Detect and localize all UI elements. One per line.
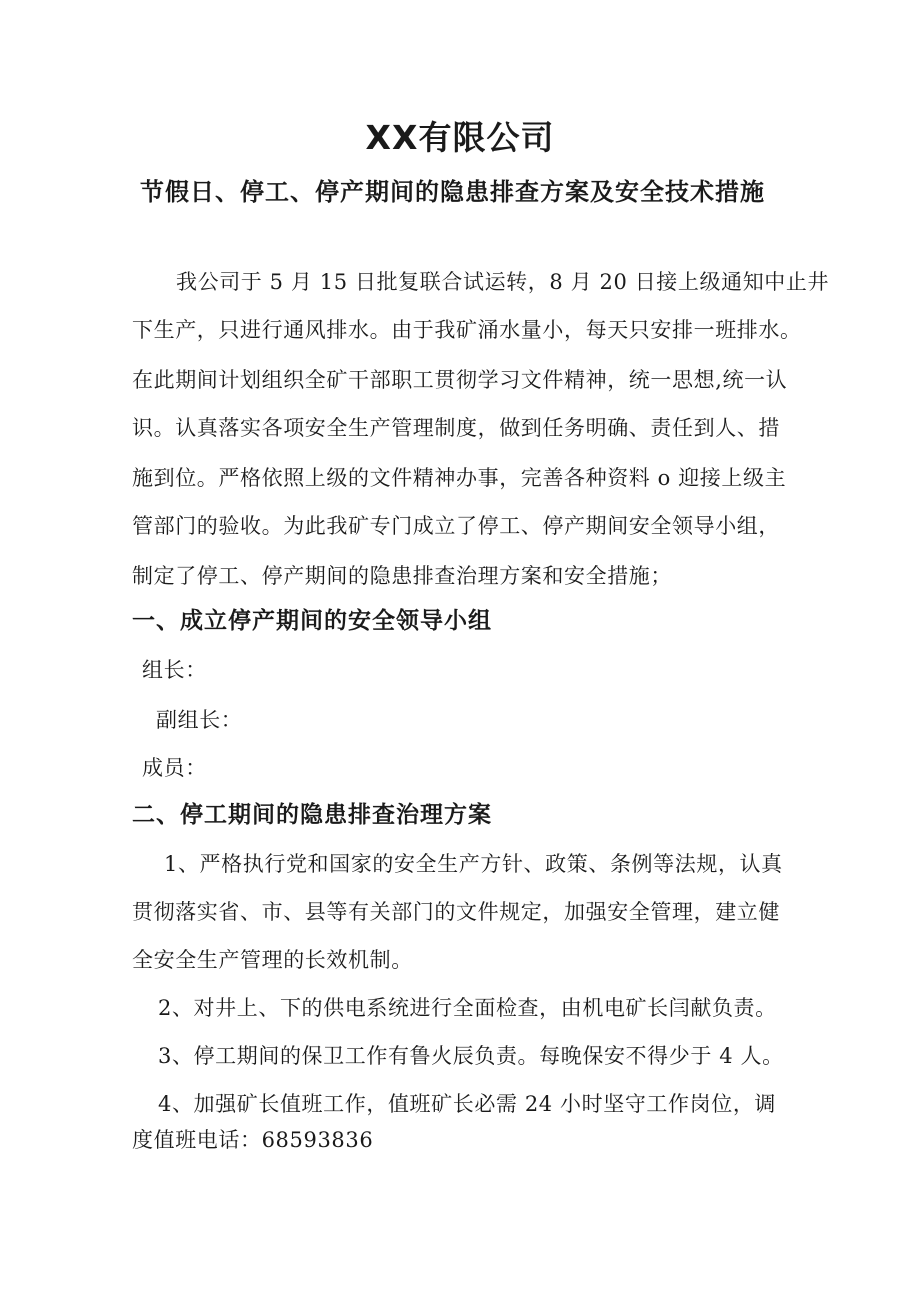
item-3: 3、停工期间的保卫工作有鲁火辰负责。每晚保安不得少于 4 人。 xyxy=(158,1044,784,1068)
document-subtitle: 节假日、停工、停产期间的隐患排查方案及安全技术措施 xyxy=(140,177,765,206)
deputy-leader-label: 副组长： xyxy=(156,708,243,732)
title-rest: 有限公司 xyxy=(418,118,555,157)
item1-line: 贯彻落实省、市、县等有关部门的文件规定，加强安全管理，建立健 xyxy=(132,900,780,924)
item4-line: 度值班电话：68593836 xyxy=(132,1128,374,1152)
document-title xyxy=(0,118,920,158)
item4-line: 4、加强矿长值班工作，值班矿长必需 24 小时坚守工作岗位，调 xyxy=(158,1092,777,1116)
section1-heading: 一、成立停产期间的安全领导小组 xyxy=(132,607,492,634)
intro-line: 识。认真落实各项安全生产管理制度，做到任务明确、责任到人、措 xyxy=(132,416,780,440)
intro-line: 施到位。严格依照上级的文件精神办事，完善各种资料 o 迎接上级主 xyxy=(132,466,787,490)
section2-heading: 二、停工期间的隐患排查治理方案 xyxy=(132,801,492,828)
intro-line: 在此期间计划组织全矿干部职工贯彻学习文件精神，统一思想,统一认 xyxy=(132,368,788,392)
item1-line: 1、严格执行党和国家的安全生产方针、政策、条例等法规，认真 xyxy=(164,852,783,876)
leader-label: 组长： xyxy=(142,658,207,682)
intro-line: 我公司于 5 月 15 日批复联合试运转，8 月 20 日接上级通知中止井 xyxy=(176,270,830,294)
item1-line: 全安全生产管理的长效机制。 xyxy=(132,948,413,972)
title-prefix: XX xyxy=(365,118,419,157)
intro-line: 下生产，只进行通风排水。由于我矿涌水量小，每天只安排一班排水。 xyxy=(132,318,802,342)
intro-line: 管部门的验收。为此我矿专门成立了停工、停产期间安全领导小组， xyxy=(132,514,780,538)
item-2: 2、对井上、下的供电系统进行全面检查，由机电矿长闫献负责。 xyxy=(158,996,777,1020)
intro-line: 制定了停工、停产期间的隐患排查治理方案和安全措施； xyxy=(132,564,672,588)
members-label: 成员： xyxy=(142,756,207,780)
